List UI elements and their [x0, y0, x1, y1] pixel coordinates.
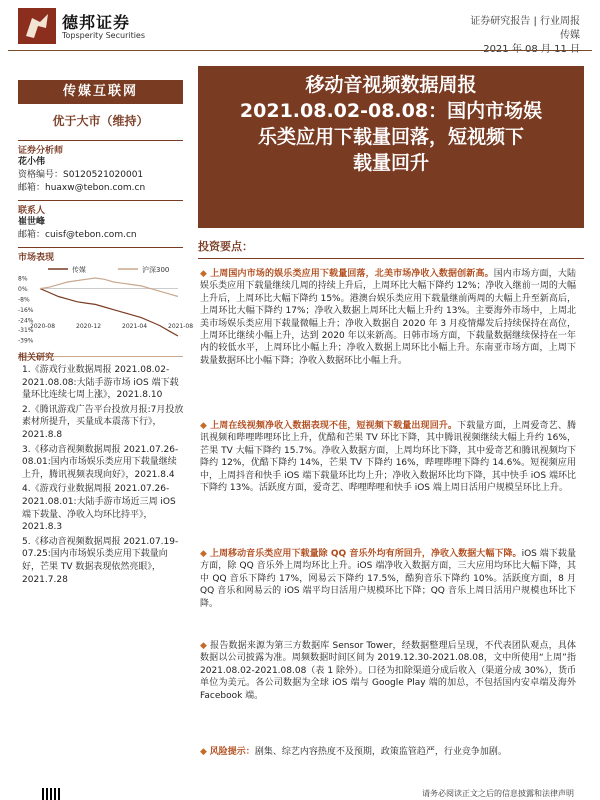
- report-type: 证券研究报告 | 行业周报: [470, 16, 580, 27]
- x-tick-label: 2020-12: [76, 323, 102, 330]
- rating: 优于大市（维持）: [52, 114, 149, 128]
- disclaimer-footer: 请务必阅读正文之后的信息披露和法律声明: [422, 789, 574, 798]
- analyst-block: [18, 156, 183, 195]
- data-source-note: [200, 640, 576, 702]
- highlight-bullet: [200, 420, 576, 494]
- related-item[interactable]: 4.《游戏行业数据周报 2021.07.26-2021.08.01:大陆手游市场近三周 iOS 端下载量、净收入均环比持平》，2021.8.3: [22, 484, 176, 533]
- highlight-bullet: [200, 268, 576, 367]
- legend-label: 沪深300: [142, 266, 170, 274]
- diamond-bullet-icon: ◆: [200, 269, 211, 279]
- risk-warning: [200, 746, 576, 758]
- series-line: [40, 278, 178, 297]
- bullet-lead: 上周移动音乐类应用下载量除 QQ 音乐外均有所回升，净收入数据大幅下降。: [209, 549, 522, 559]
- diamond-bullet-icon: ◆: [200, 549, 210, 559]
- contact-name: 崔世峰: [18, 217, 46, 227]
- market-chart-heading: 市场表现: [18, 247, 183, 263]
- diamond-bullet-icon: ◆: [200, 641, 211, 651]
- y-tick-label: -16%: [18, 307, 34, 315]
- contact-email[interactable]: 邮箱：cuisf@tebon.com.cn: [18, 230, 137, 240]
- y-tick-label: -8%: [18, 296, 30, 304]
- related-item[interactable]: 5.《移动音视频数据周报 2021.07.19-07.25:国内市场娱乐类应用下载量向好，芒果 TV 数据表现依然亮眼》，2021.7.28: [22, 536, 179, 585]
- title-line: 载量回升: [352, 152, 429, 174]
- qr-code: [42, 788, 62, 800]
- header-divider: [8, 50, 592, 51]
- title-line: 2021.08.02-08.08：国内市场娱: [239, 100, 543, 122]
- analyst-name: 花小伟: [18, 157, 46, 167]
- related-item[interactable]: 2.《腾讯游戏广告平台投放月报:7月投放素材所提升，买量成本震荡下行》，2021.8.8: [22, 404, 184, 440]
- analyst-cert: 资格编号：S0120521020001: [18, 170, 144, 180]
- title-line: 移动音视频数据周报: [305, 74, 477, 96]
- diamond-bullet-icon: ◆: [200, 421, 211, 431]
- y-tick-label: -31%: [18, 326, 34, 334]
- highlight-bullet: [200, 548, 576, 610]
- bullet-text: 下载量方面，上周爱奇艺、腾讯视频和哔哩哔哩环比上升，优酷和芒果 TV 环比下降，其中腾讯视频继续大幅上升约 16%，芒果 TV 大幅下降约 15.7%。净收入数据方面，上周均环比下降，其中爱奇艺和腾讯视频均下降约 12%，优酷下降约 14%，芒果 TV 下降约 16%，哔哩哔哩下降约 14.6%。短视频应用中，上周抖音和快手 iOS 端下载量环比均上升；净收入数据环比均下降，其中快手 iOS 端环比下降约 13%。活跃度方面，爱奇艺、哔哩哔哩和快手 iOS 端上周日活用户规模呈环比上升。: [200, 421, 576, 494]
- bullet-lead: 上周国内市场的娱乐类应用下载量回落，北美市场净收入数据创新高。: [210, 269, 494, 279]
- report-date: [483, 40, 580, 55]
- bullet-text: iOS 端下载量方面，除 QQ 音乐外上周均环比上升。iOS 端净收入数据方面，三大应用均环比大幅下降，其中 QQ 音乐下降约 17%，网易云下降约 17.5%，酷狗音乐下降约 10%。活跃度方面，8 月 QQ 音乐和网易云的 iOS 端平均日活用户规模环比下降；QQ 音乐上周日活用户规模也环比下降。: [200, 549, 576, 609]
- x-tick-label: 2021-08: [168, 323, 194, 330]
- series-line: [40, 289, 178, 336]
- report-title: [198, 72, 584, 176]
- y-tick-label: -39%: [18, 337, 34, 345]
- title-line: 乐类应用下载量回落，短视频下: [257, 126, 524, 148]
- market-performance-chart: [18, 262, 194, 354]
- company-logo: [18, 8, 56, 44]
- company-name-en: Topsperity Securities: [62, 31, 146, 40]
- analyst-email[interactable]: 邮箱：huaxw@tebon.com.cn: [18, 183, 146, 193]
- y-tick-label: 8%: [18, 275, 28, 283]
- related-item[interactable]: 1.《游戏行业数据周报 2021.08.02-2021.08.08:大陆手游市场 iOS 端下载量环比连续七周上涨》，2021.8.10: [22, 365, 179, 401]
- bullet-text: 国内市场方面，大陆娱乐类应用下载量继续几周的持续上升后，上周环比大幅下降约 12%；净收入继前一周的大幅上升后，上周环比大幅下降约 15%。港澳台娱乐类应用下载量继前两周的大幅上升至新高后，上周环比大幅下降约 17%；净收入数据上周环比大幅上升约 13%。主要海外市场中，上周北美市场娱乐类应用下载量微幅上升；净收入数据自 2020 年 3 月疫情爆发后持续保持在高位，上周环比继续小幅上升，达到 2020 年以来新高。日韩市场方面，下载量数据继续保持在一年内的较低水平，上周环比小幅上升；净收入数据上周环比小幅上升。东南亚市场方面，上周下载量数据环比小幅下降；净收入数据环比小幅上升。: [200, 269, 576, 366]
- contact-block: [18, 216, 183, 242]
- x-tick-label: 2021-04: [122, 323, 148, 330]
- contact-heading: 联系人: [18, 200, 183, 216]
- y-tick-label: 0%: [18, 286, 28, 294]
- y-tick-label: -24%: [18, 317, 34, 325]
- bullet-lead: 风险提示：: [209, 747, 255, 757]
- related-research-list: [22, 364, 184, 586]
- highlights-heading: 投资要点：: [198, 238, 584, 259]
- diamond-bullet-icon: ◆: [200, 747, 210, 757]
- legend-label: 传媒: [72, 266, 86, 274]
- bullet-text: 报告数据来源为第三方数据库 Sensor Tower，经数据整理后呈现，不代表团队观点，具体数据以公司披露为准。周频数据时间区间为 2019.12.30-2021.08.08，文中所使用“上周”指 2021.08.02-2021.08.08（表 1 除外）。口径为扣除渠道分成后收入（渠道分成 30%），货币单位为美元。各公司数据为全球 iOS 端与 Google Play 端的加总，不包括国内安卓端及海外 Facebook 端。: [200, 641, 576, 701]
- company-name: 德邦证券: [62, 13, 131, 32]
- sector-banner: 传媒互联网: [18, 80, 183, 104]
- bullet-lead: 上周在线视频净收入数据表现不佳，短视频下载量出现回升。: [210, 421, 458, 431]
- related-item[interactable]: 3.《移动音视频数据周报 2021.07.26-08.01:国内市场娱乐类应用下载量继续上升，腾讯视频表现向好》，2021.8.4: [22, 444, 179, 480]
- bullet-text: 剧集、综艺内容热度不及预期，政策监管趋严，行业竞争加剧。: [254, 747, 507, 757]
- analyst-heading: 证券分析师: [18, 140, 183, 156]
- related-heading: 相关研究: [18, 353, 55, 363]
- industry-label: 传媒: [560, 30, 580, 41]
- x-tick-label: 2020-08: [30, 323, 56, 330]
